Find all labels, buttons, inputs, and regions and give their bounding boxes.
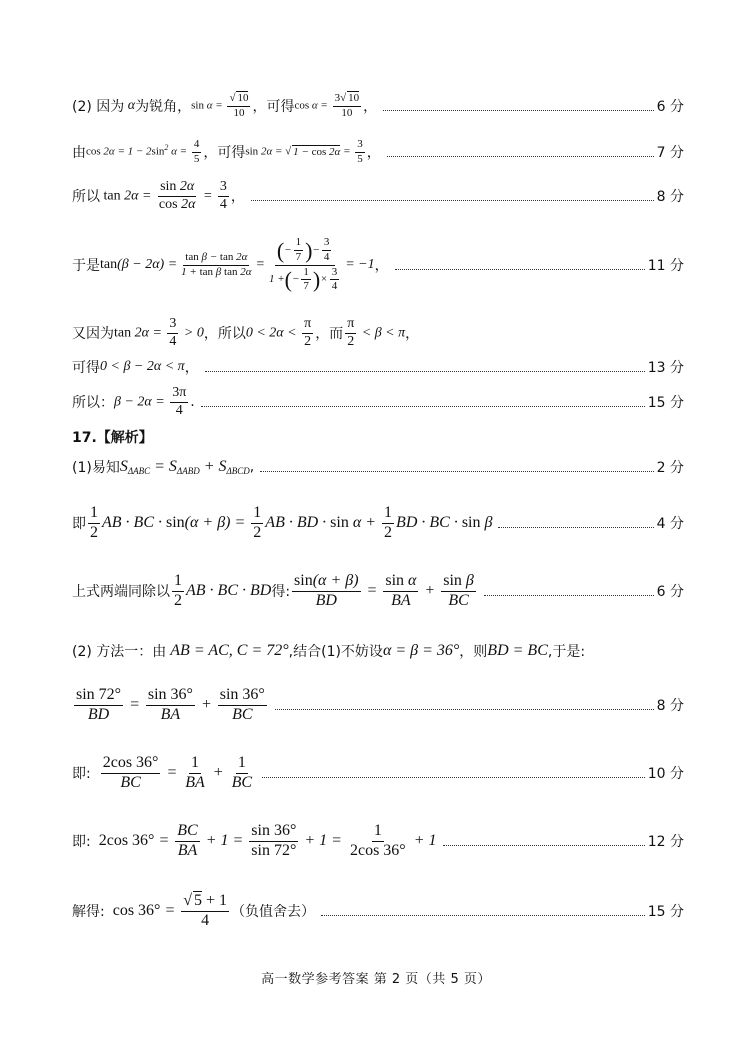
heading-text: 17.【解析】 [72, 430, 153, 446]
score-label: 12 分 [647, 834, 684, 850]
line-5-text-a: ，所以 [203, 326, 246, 342]
leader-dots [498, 527, 653, 528]
range-2a: 0 < 2α < $\frac{\pi}{2}$ [245, 315, 312, 349]
cos2a-formula: $\cos 2\alpha = 1 - 2\sin^2$ α = $\frac{4}{5}$ [86, 137, 200, 165]
line-6-lead: 可得 [72, 360, 100, 376]
line-10-lead: 即 [72, 516, 86, 532]
line-9 [72, 454, 684, 480]
line-7-text-a: . [190, 394, 195, 410]
bd-equals-bc: BD = BC [487, 642, 548, 659]
line-1-lead: (2) 因为 [72, 99, 125, 115]
line-2-lead: 由 [72, 145, 86, 161]
sin2a-formula: sin 2α = √ 1 − cos 2α = $\frac{3}{5}$ [245, 137, 363, 165]
score-label: 7 分 [656, 145, 684, 161]
divisor-formula: $\frac{1}{2}$ AB · BC · BD [174, 571, 272, 609]
line-3 [72, 176, 684, 216]
alpha-symbol: α [124, 98, 136, 113]
tan-diff-formula: tan (β − 2α) = $\frac{\text{tan β − tan 2α}}{\text{1 + tan β tan 2α}}$ = ( − $\frac{1}{7}$ ) − $\frac{3}{4}$ 1 + ( − $\frac{1}{7}$ ) × $\frac{3}{4}$ = −1 [100, 236, 375, 293]
line-14-lead: 即: [72, 766, 91, 782]
sine-ratio-formula: $\frac{\sin(\alpha + \beta)}{BD}$ = $\frac{\text{sin α}}{BA}$ + $\frac{\text{sin β}}{BC}$ [294, 571, 474, 609]
tan2a-positive: tan 2α = $\frac{3}{4}$ > 0 [114, 315, 204, 349]
line-11-text-a: 得: [271, 584, 291, 600]
line-2 [72, 134, 684, 170]
score-label: 8 分 [656, 698, 684, 714]
line-15 [72, 816, 684, 866]
tan2a-formula: tan 2α = $\frac{\sin 2\alpha}{\cos 2\alpha}$ = $\frac{3}{4}$ [103, 178, 227, 212]
score-label: 15 分 [647, 904, 684, 920]
cos36-ratio-formula: $\frac{2\cos 36^\circ}{BC}$ = $\frac{1}{BA}$ + $\frac{1}{BC}$ [102, 753, 253, 791]
line-15-lead: 即: [72, 834, 91, 850]
score-label: 6 分 [656, 99, 684, 115]
line-11-lead: 上式两端同除以 [72, 584, 170, 600]
cos36-equation: 2cos 36° = $\frac{BC}{BA}$ + 1 = $\frac{\sin 36^\circ}{\sin 72^\circ}$ + 1 = $\frac{1}{2\cos 36^\circ}$ + 1 [98, 821, 437, 859]
line-5 [72, 312, 684, 354]
score-label: 2 分 [656, 460, 684, 476]
line-2-text-a: ，可得 [203, 145, 246, 161]
leader-dots [205, 371, 645, 372]
answer-beta-minus-2a: β − 2α = $\frac{3\pi}{4}$ [114, 384, 187, 418]
leader-dots [383, 110, 653, 111]
area-sum-formula: $S_{\Delta ABC} = S_{\Delta ABD} + S_{\Delta BCD}$ [119, 458, 250, 476]
line-3-text-a: ， [230, 189, 245, 205]
leader-dots [260, 471, 653, 472]
score-label: 13 分 [647, 360, 684, 376]
given-conditions: AB = AC, C = 72° [166, 642, 289, 659]
line-11 [72, 566, 684, 616]
line-6 [72, 356, 684, 378]
score-label: 4 分 [656, 516, 684, 532]
line-5-text-c: ， [405, 326, 420, 342]
line-13 [72, 680, 684, 730]
leader-dots [387, 156, 654, 157]
cos36-answer: cos 36° = $\frac{√ 5 + 1}{4}$ [112, 891, 228, 929]
leader-dots [321, 915, 645, 916]
line-2-text-b: ， [366, 145, 381, 161]
section-17-heading [72, 426, 684, 448]
sin-alpha-formula: sin α = $\frac{√ 10}{10}$ [191, 91, 249, 119]
score-label: 15 分 [647, 395, 684, 411]
score-label: 6 分 [656, 584, 684, 600]
line-4 [72, 224, 684, 306]
line-1-text-b: ，可得 [252, 99, 295, 115]
line-12-text-c: ,于是: [547, 644, 586, 660]
line-1-text-a: 为锐角， [135, 99, 192, 115]
score-label: 10 分 [647, 766, 684, 782]
line-1 [72, 86, 684, 126]
assumption-formula: α = β = 36° [382, 642, 460, 659]
line-16-text-a: （负值舍去） [231, 904, 316, 920]
leader-dots [443, 845, 645, 846]
line-3-lead: 所以 [72, 189, 100, 205]
leader-dots [275, 709, 654, 710]
range-beta-minus-2a: 0 < β − 2α < π [100, 359, 185, 374]
page-footer: 高一数学参考答案 第 2 页（共 5 页） [261, 972, 491, 987]
line-10 [72, 500, 684, 546]
cos-alpha-formula: cos α = $\frac{3√ 10}{10}$ [294, 91, 360, 119]
leader-dots [201, 406, 645, 407]
line-7 [72, 382, 684, 422]
line-9-lead: (1)易知 [72, 460, 120, 476]
leader-dots [395, 269, 645, 270]
line-16-lead: 解得: [72, 904, 105, 920]
line-9-text-a: , [249, 459, 255, 475]
line-12-text-a: ,结合(1)不妨设 [288, 644, 383, 660]
line-12 [72, 638, 684, 664]
line-6-text-a: ， [184, 360, 199, 376]
line-14 [72, 748, 684, 798]
line-16 [72, 886, 684, 936]
line-5-lead: 又因为 [72, 326, 114, 342]
line-5-text-b: ，而 [315, 326, 344, 342]
line-4-lead: 于是 [72, 258, 100, 274]
line-7-lead: 所以： [72, 395, 114, 411]
leader-dots [484, 595, 654, 596]
score-label: 11 分 [647, 258, 684, 274]
line-4-text-a: ， [374, 258, 389, 274]
line-1-text-c: ， [363, 99, 378, 115]
line-12-text-b: ，则 [459, 644, 488, 660]
area-expansion-formula: $\frac{1}{2}$ AB · BC · sin(α + β) = $\frac{1}{2}$ AB · BD · sin α + $\frac{1}{2}$ BD · BC · sin β [90, 503, 493, 541]
score-label: 8 分 [656, 189, 684, 205]
leader-dots [251, 200, 654, 201]
line-12-lead: (2) 方法一：由 [72, 644, 167, 660]
range-beta: $\frac{\pi}{2}$ < β < π [347, 315, 406, 349]
leader-dots [262, 777, 645, 778]
sin72-formula: $\frac{\sin 72^\circ}{BD}$ = $\frac{\sin 36^\circ}{BA}$ + $\frac{\sin 36^\circ}{BC}$ [76, 685, 265, 723]
